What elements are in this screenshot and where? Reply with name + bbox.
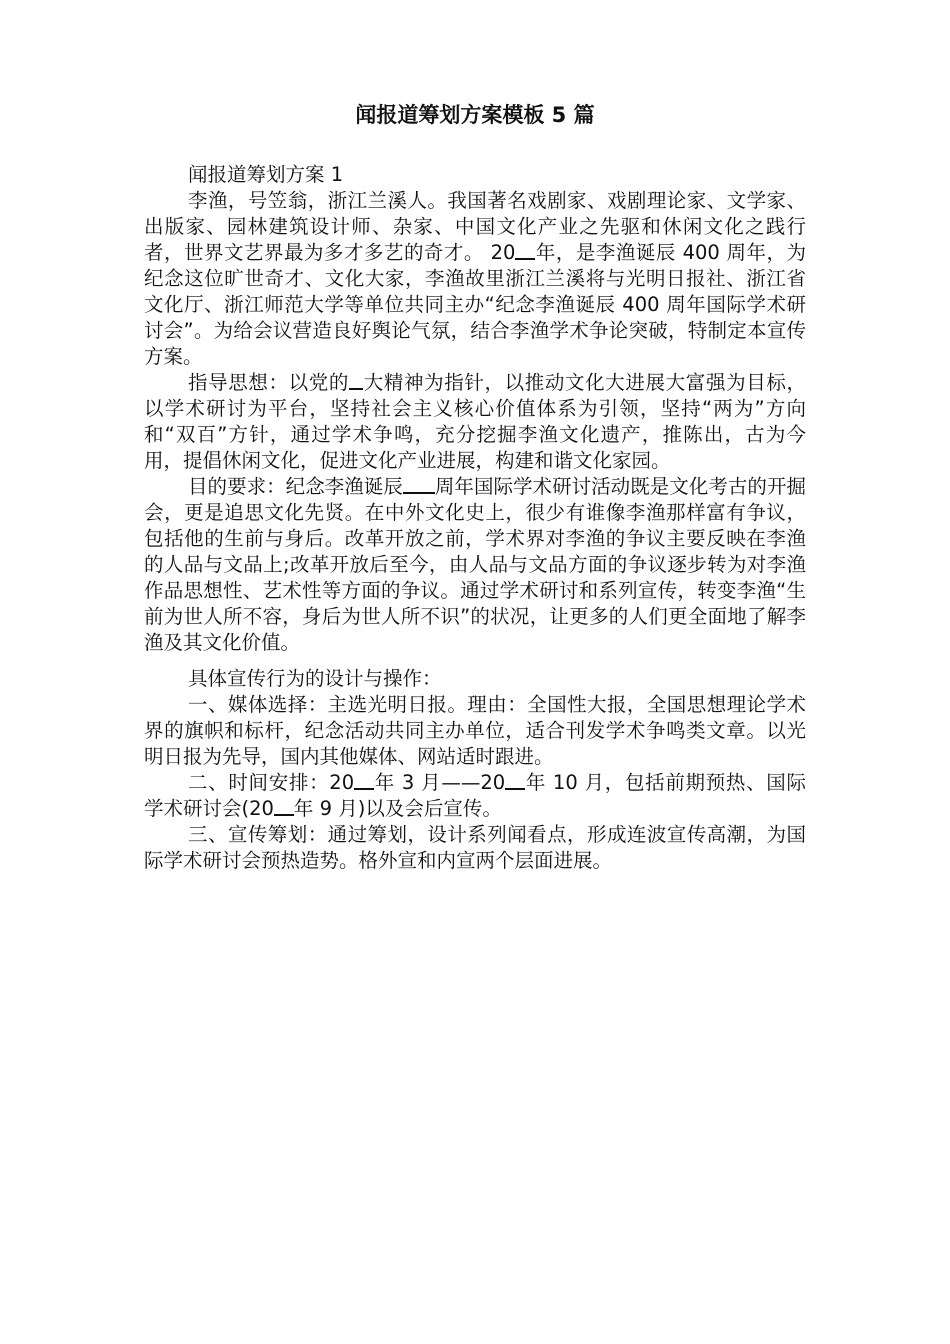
document-body (144, 162, 806, 874)
paragraph-text: 闻报道筹划方案 1 (188, 163, 344, 186)
fill-blank (403, 474, 435, 494)
document-title: 闻报道筹划方案模板 5 篇 (355, 103, 595, 127)
paragraph-text: 年 3 月——20 (374, 771, 506, 794)
fill-blank (505, 770, 525, 790)
paragraph-objectives (144, 474, 806, 656)
paragraph-publicity-planning (144, 822, 806, 874)
paragraph-subtitle (144, 162, 806, 188)
paragraph-text: 年，是李渔诞辰 400 周年，为纪念这位旷世奇才、文化大家，李渔故里浙江兰溪将与光明日报社、浙江省文化厅、浙江师范大学等单位共同主办“纪念李渔诞辰 400 周年国际学术研讨会”。为给会议营造良好舆论气氛，结合李渔学术争论突破，特制定本宣传方案。 (144, 241, 806, 368)
paragraph-text: 具体宣传行为的设计与操作： (188, 667, 442, 690)
fill-blank (274, 796, 294, 816)
paragraph-text: 三、宣传筹划：通过筹划，设计系列闻看点，形成连波宣传高潮，为国际学术研讨会预热造势。格外宣和内宣两个层面进展。 (144, 823, 806, 872)
fill-blank (354, 770, 374, 790)
paragraph-intro (144, 188, 806, 370)
paragraph-text: 年 9 月)以及会后宣传。 (293, 797, 502, 820)
paragraph-schedule (144, 770, 806, 822)
paragraph-media-selection (144, 692, 806, 770)
paragraph-text: 周年国际学术研讨活动既是文化考古的开掘会，更是追思文化先贤。在中外文化史上，很少有谁像李渔那样富有争议，包括他的生前与身后。改革开放之前，学术界对李渔的争议主要反映在李渔的人品与文品上;改革开放后至今，由人品与文品方面的争议逐步转为对李渔作品思想性、艺术性等方面的争议。通过学术研讨和系列宣传，转变李渔“生前为世人所不容，身后为世人所不识”的状况，让更多的人们更全面地了解李渔及其文化价值。 (144, 475, 806, 654)
paragraph-text: 大精神为指针，以推动文化大进展大富强为目标，以学术研讨为平台，坚持社会主义核心价值体系为引领，坚持“两为”方向和“双百”方针，通过学术争鸣，充分挖掘李渔文化遗产，推陈出，古为今用，提倡休闲文化，促进文化产业进展，构建和谐文化家园。 (144, 371, 806, 472)
paragraph-actions-heading (144, 666, 806, 692)
paragraph-text: 指导思想：以党的 (188, 371, 350, 394)
paragraph-text: 一、媒体选择：主选光明日报。理由：全国性大报，全国思想理论学术界的旗帜和标杆，纪念活动共同主办单位，适合刊发学术争鸣类文章。以光明日报为先导，国内其他媒体、网站适时跟进。 (144, 693, 806, 768)
paragraph-text: 李渔，号笠翁，浙江兰溪人。我国著名戏剧家、戏剧理论家、文学家、出版家、园林建筑设计师、杂家、中国文化产业之先驱和休闲文化之践行者，世界文艺界最为多才多艺的奇才。 20 (144, 189, 806, 264)
paragraph-guiding-ideology (144, 370, 806, 474)
fill-blank (515, 240, 535, 260)
paragraph-text: 年 10 月，包括前期预热、国际学术研讨会(20 (144, 771, 806, 820)
paragraph-text: 二、时间安排：20 (188, 771, 355, 794)
paragraph-text: 目的要求：纪念李渔诞辰 (188, 475, 403, 498)
fill-blank (349, 370, 363, 390)
